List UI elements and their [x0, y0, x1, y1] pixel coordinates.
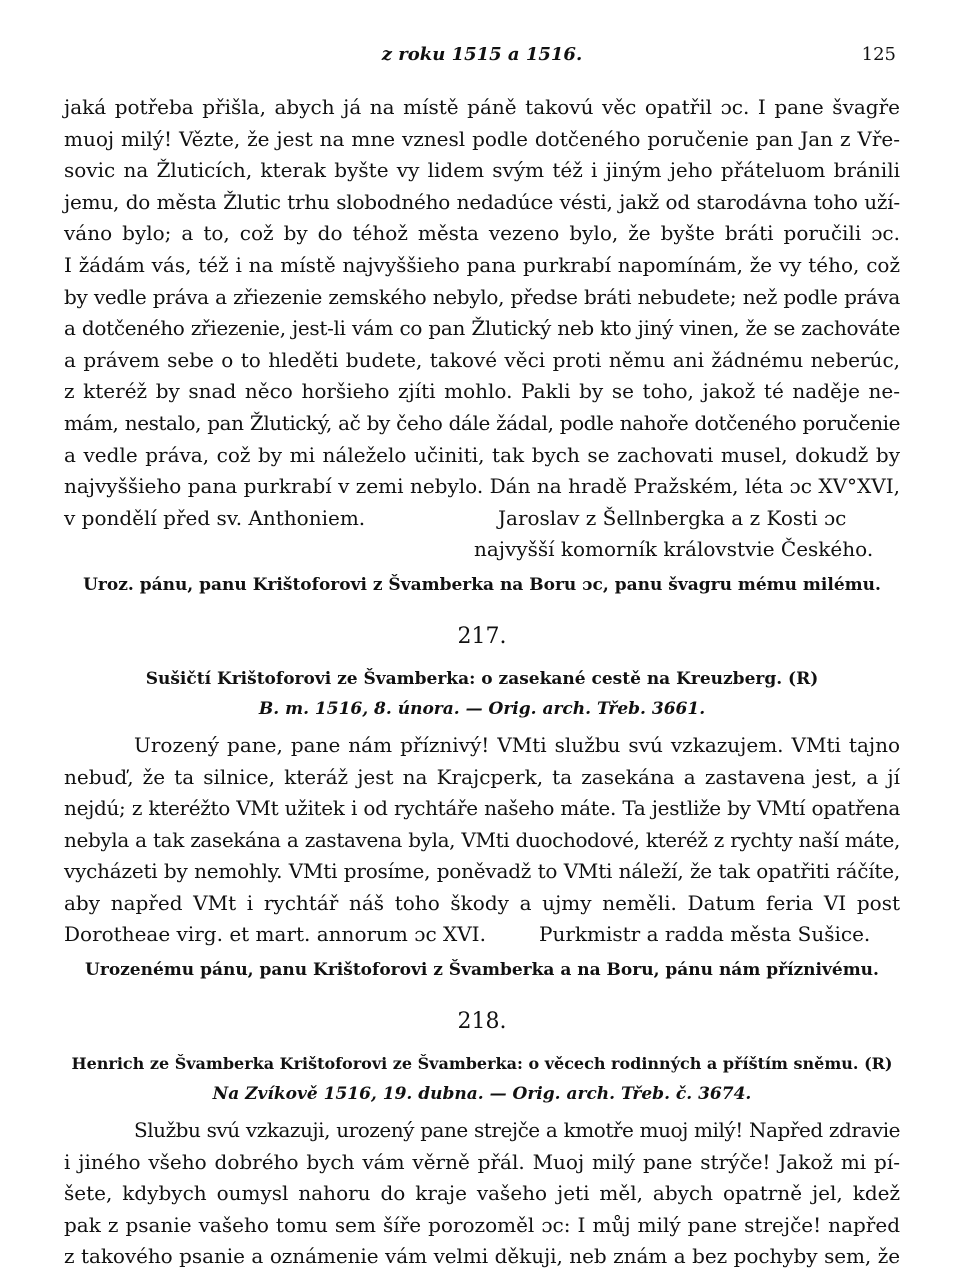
date-line: v pondělí před sv. Anthoniem.: [64, 505, 366, 530]
text-line: i jiného všeho dobrého bych vám věrně přál. Muoj milý pane strýče! Jakož mi pí-: [64, 1149, 900, 1174]
text-line: pak z psanie vašeho tomu sem šíře porozoměl ɔc: I můj milý pane strejče! napřed: [64, 1212, 900, 1237]
letter-217-source: B. m. 1516, 8. února. — Orig. arch. Třeb. 3661.: [258, 698, 706, 719]
signature-line-1: Jaroslav z Šellnbergka a z Kosti ɔc: [498, 505, 847, 530]
letter-216-address: Uroz. pánu, panu Krištoforovi z Švamberka na Boru ɔc, panu švagru mému milému.: [83, 574, 881, 595]
date-signature-line: [64, 503, 900, 535]
text-line: aby napřed VMt i rychtář náš toho škody a ujmy neměli. Datum feria VI post: [64, 890, 900, 915]
text-line: a vedle práva, což by mi náleželo učiniti, tak bych se zachovati musel, dokudž by: [64, 442, 900, 467]
text-line: nebuď, že ta silnice, kteráž jest na Krajcperk, ta zasekána a zastavena jest, a jí: [64, 764, 900, 789]
letter-217-number: 217.: [457, 623, 507, 649]
letter-217-body: [64, 730, 900, 951]
closing-date: Dorotheae virg. et mart. annorum ɔc XVI.: [64, 922, 486, 947]
page-number: 125: [861, 44, 896, 65]
text-line: šete, kdybych oumysl nahoru do kraje vašeho jeti měl, abych opatrně jel, kdež: [64, 1181, 900, 1206]
letter-218-number: 218.: [457, 1009, 507, 1035]
text-line: I žádám vás, též i na místě najvyššieho pana purkrabí napomínám, že vy tého, což: [64, 252, 900, 277]
text-line: Službu svú vzkazuji, urozený pane strejče a kmotře muoj milý! Napřed zdravie: [134, 1118, 900, 1143]
running-head: [64, 40, 900, 70]
letter-217-heading: Sušičtí Krištoforovi ze Švamberka: o zasekané cestě na Kreuzberg. (R): [145, 668, 819, 689]
text-line: a právem sebe o to hleděti budete, takové věci proti němu ani žádnému neberúc,: [64, 347, 900, 372]
letter-218-body: [64, 1115, 900, 1273]
text-line: vycházeti by nemohly. VMti prosíme, poněvadž to VMti náleží, že tak opatřiti ráčíte,: [64, 859, 900, 884]
text-line: a dotčeného zřiezenie, jest-li vám co pan Žlutický neb kto jiný vinen, že se zachováte: [64, 316, 900, 341]
letter-218-source: Na Zvíkově 1516, 19. dubna. — Orig. arch. Třeb. č. 3674.: [212, 1084, 752, 1105]
text-line: mám, nestalo, pan Žlutický, ač by čeho dále žádal, podle nahoře dotčeného poručenie: [64, 410, 900, 435]
signature-line-2: najvyšší komorník královstvie Českého.: [474, 537, 874, 562]
text-line: nebyla a tak zasekána a zastavena byla, VMti duochodové, kteréž z rychty naší máte,: [64, 827, 900, 852]
text-line: muoj milý! Vězte, že jest na mne vznesl podle dotčeného poručenie pan Jan z Vře-: [64, 126, 900, 151]
text-line: z kteréž by snad něco horšieho zjíti mohlo. Pakli by se toho, jakož té naděje ne-: [64, 379, 900, 404]
text-line: najvyššieho pana purkrabí v zemi nebylo. Dán na hradě Pražském, léta ɔc XV°XVI,: [64, 474, 900, 499]
letter-216-continuation: [64, 92, 900, 566]
text-line: z takového psanie a oznámenie vám velmi děkuji, neb znám a bez pochyby sem, že: [64, 1244, 900, 1269]
book-page: [64, 40, 900, 1273]
text-line: Urozený pane, pane nám příznivý! VMti službu svú vzkazujem. VMti tajno: [134, 732, 900, 757]
text-line: nejdú; z kteréžto VMt užitek i od rychtáře našeho máte. Ta jestliže by VMtí opatřena: [64, 796, 900, 821]
closing-line: [64, 919, 900, 951]
closing-signature: Purkmistr a radda města Sušice.: [539, 922, 871, 947]
text-line: by vedle práva a zřiezenie zemského nebylo, předse bráti nebudete; než podle práva: [64, 284, 900, 309]
letter-217-address: Urozenému pánu, panu Krištoforovi z Švamberka a na Boru, pánu nám příznivému.: [85, 960, 879, 981]
text-line: váno bylo; a to, což by do téhož města vezeno bylo, že byšte bráti poručili ɔc.: [64, 221, 900, 246]
text-line: sovic na Žluticích, kterak byšte vy lidem svým též i jiným jeho přáteluom bránili: [64, 158, 900, 183]
text-line: jaká potřeba přišla, abych já na místě páně takovú věc opatřil ɔc. I pane švagře: [64, 95, 900, 119]
letter-218-heading: Henrich ze Švamberka Krištoforovi ze Švamberka: o věcech rodinných a příštím sněmu. (R): [71, 1054, 893, 1074]
text-line: jemu, do města Žlutic trhu slobodného nedadúce vésti, jakž od starodávna toho uží-: [64, 189, 900, 214]
running-head-title: z roku 1515 a 1516.: [381, 44, 583, 65]
